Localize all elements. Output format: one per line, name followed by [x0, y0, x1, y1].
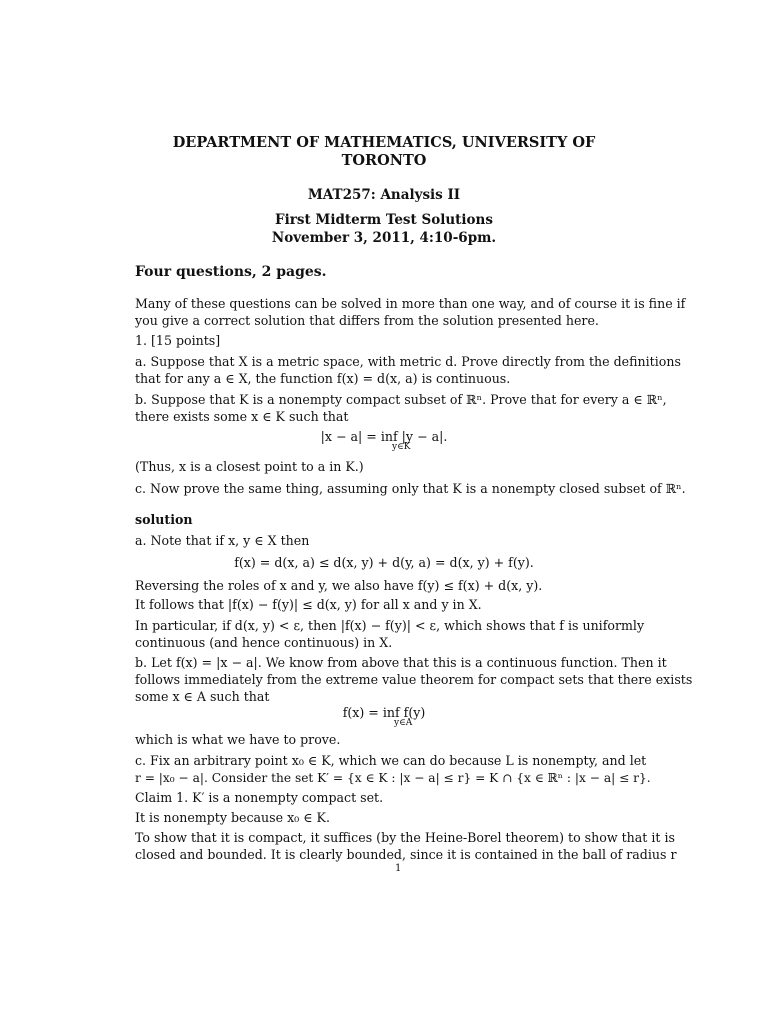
- solution-a-line-3: It follows that |f(x) − f(y)| ≤ d(x, y) for all x and y in X.: [135, 597, 482, 612]
- solution-b-line-1: b. Let f(x) = |x − a|. We know from above that this is a continuous function. Then it: [135, 655, 667, 670]
- solution-c-line-3: It is nonempty because x₀ ∈ K.: [135, 810, 330, 825]
- solution-a-line-4: In particular, if d(x, y) < ε, then |f(x) − f(y)| < ε, which shows that f is uniformly: [135, 618, 645, 633]
- solution-b-line-3: some x ∈ A such that: [135, 689, 270, 704]
- test-date: November 3, 2011, 4:10-6pm.: [271, 230, 497, 246]
- question-1a-line-1: a. Suppose that X is a metric space, with metric d. Prove directly from the definitions: [135, 354, 681, 369]
- solution-heading: solution: [135, 512, 193, 527]
- solution-c-line-4: To show that it is compact, it suffices (by the Heine-Borel theorem) to show that it is: [135, 830, 675, 845]
- intro-line-2: you give a correct solution that differs from the solution presented here.: [135, 313, 599, 328]
- question-1b-equation-subscript: y∈K: [392, 442, 411, 452]
- solution-b-equation-subscript: y∈A: [394, 718, 413, 728]
- solution-b-line-2: follows immediately from the extreme value theorem for compact sets that there exists: [135, 672, 693, 687]
- question-1b-equation: |x − a| = inf |y − a|.: [320, 429, 448, 444]
- question-1a-line-2: that for any a ∈ X, the function f(x) = d(x, a) is continuous.: [135, 371, 511, 386]
- question-1b-note: (Thus, x is a closest point to a in K.): [135, 459, 364, 474]
- header-department-line2: TORONTO: [341, 152, 427, 169]
- solution-a-equation: f(x) = d(x, a) ≤ d(x, y) + d(y, a) = d(x, y) + f(y).: [234, 555, 534, 570]
- header-department-line1: DEPARTMENT OF MATHEMATICS, UNIVERSITY OF: [172, 134, 596, 151]
- solution-c-line-5: closed and bounded. It is clearly bounded, since it is contained in the ball of radius r: [135, 847, 677, 862]
- solution-a-line-2: Reversing the roles of x and y, we also have f(y) ≤ f(x) + d(x, y).: [135, 578, 543, 593]
- overview-line: Four questions, 2 pages.: [135, 264, 327, 280]
- course-title: MAT257: Analysis II: [307, 187, 461, 203]
- solution-a-line-5: continuous (and hence continuous) in X.: [135, 635, 393, 650]
- intro-line-1: Many of these questions can be solved in more than one way, and of course it is fine if: [135, 296, 686, 311]
- solution-b-equation: f(x) = inf f(y): [342, 705, 426, 720]
- solution-c-line-1: c. Fix an arbitrary point x₀ ∈ K, which we can do because L is nonempty, and let: [135, 753, 647, 768]
- page-number: 1: [395, 863, 402, 874]
- test-title: First Midterm Test Solutions: [275, 212, 493, 228]
- solution-b-line-4: which is what we have to prove.: [135, 732, 341, 747]
- solution-a-line-1: a. Note that if x, y ∈ X then: [135, 533, 310, 548]
- question-1c-line-1: c. Now prove the same thing, assuming only that K is a nonempty closed subset of ℝⁿ.: [135, 481, 686, 496]
- claim-1: Claim 1. K′ is a nonempty compact set.: [135, 790, 384, 805]
- question-1-number: 1. [15 points]: [135, 333, 221, 348]
- solution-c-line-2: r = |x₀ − a|. Consider the set K′ = {x ∈ K : |x − a| ≤ r} = K ∩ {x ∈ ℝⁿ : |x − a| ≤ r}.: [135, 771, 651, 785]
- question-1b-line-2: there exists some x ∈ K such that: [135, 409, 349, 424]
- question-1b-line-1: b. Suppose that K is a nonempty compact subset of ℝⁿ. Prove that for every a ∈ ℝⁿ,: [135, 392, 667, 407]
